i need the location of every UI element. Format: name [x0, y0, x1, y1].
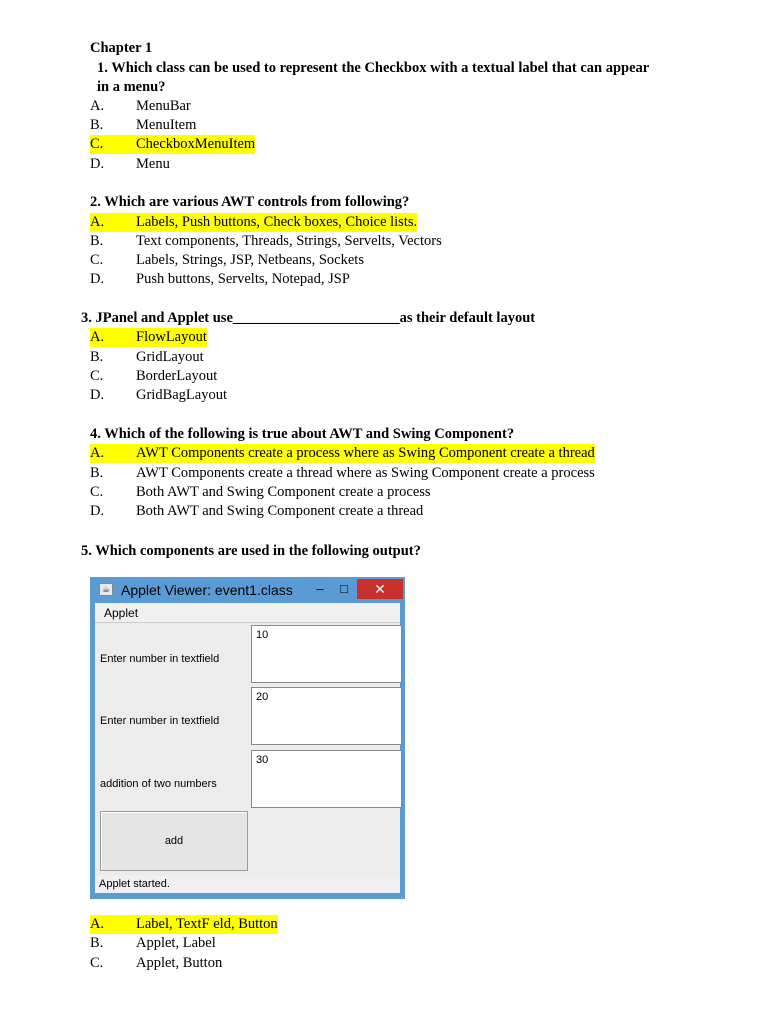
question-2: 2. Which are various AWT controls from following?	[90, 194, 410, 210]
label-enter-number-2: Enter number in textfield	[100, 715, 220, 727]
question-1-line2: in a menu?	[97, 79, 166, 95]
q1-option-b: B. MenuItem	[90, 117, 197, 133]
add-button[interactable]: add	[100, 811, 248, 871]
question-5: 5. Which components are used in the following output?	[81, 543, 421, 559]
q4-option-c: C. Both AWT and Swing Component create a process	[90, 484, 431, 500]
textfield-2[interactable]: 20	[251, 687, 402, 745]
q2-option-a-answer: A. Labels, Push buttons, Check boxes, Choice lists.	[90, 214, 418, 230]
q2-option-c: C. Labels, Strings, JSP, Netbeans, Sockets	[90, 252, 364, 268]
applet-window-icon: ☕	[99, 583, 113, 596]
label-enter-number-1: Enter number in textfield	[100, 653, 220, 665]
maximize-icon[interactable]: □	[340, 581, 348, 596]
q2-option-d: D. Push buttons, Servelts, Notepad, JSP	[90, 271, 350, 287]
q1-option-c-answer: C. CheckboxMenuItem	[90, 136, 256, 152]
textfield-3[interactable]: 30	[251, 750, 402, 808]
applet-menu[interactable]: Applet	[95, 603, 400, 623]
textfield-1[interactable]: 10	[251, 625, 402, 683]
q4-option-b: B. AWT Components create a thread where as Swing Component create a process	[90, 465, 595, 481]
window-title-bar	[90, 577, 405, 603]
q1-option-a: A. MenuBar	[90, 98, 191, 114]
close-icon[interactable]: ✕	[357, 579, 403, 599]
applet-content	[95, 623, 400, 875]
q3-option-c: C. BorderLayout	[90, 368, 218, 384]
q3-option-d: D. GridBagLayout	[90, 387, 228, 403]
q5-option-a-answer: A. Label, TextF eld, Button	[90, 916, 278, 932]
minimize-icon[interactable]: –	[316, 581, 324, 596]
q5-option-c: C. Applet, Button	[90, 955, 223, 971]
q5-option-b: B. Applet, Label	[90, 935, 216, 951]
q3-option-a-answer: A. FlowLayout	[90, 329, 207, 345]
applet-viewer-window	[90, 577, 405, 899]
chapter-heading: Chapter 1	[90, 40, 153, 56]
question-3: 3. JPanel and Applet use_______________________as their default layout	[81, 310, 536, 326]
q1-option-d: D. Menu	[90, 156, 170, 172]
q4-option-d: D. Both AWT and Swing Component create a thread	[90, 503, 424, 519]
applet-status-bar: Applet started.	[95, 875, 400, 893]
q2-option-b: B. Text components, Threads, Strings, Servelts, Vectors	[90, 233, 442, 249]
q3-option-b: B. GridLayout	[90, 349, 204, 365]
question-4: 4. Which of the following is true about AWT and Swing Component?	[90, 426, 515, 442]
label-addition: addition of two numbers	[100, 778, 217, 790]
window-title: Applet Viewer: event1.class	[121, 582, 293, 598]
q4-option-a-answer: A. AWT Components create a process where as Swing Component create a thread	[90, 445, 595, 461]
question-1-line1: 1. Which class can be used to represent the Checkbox with a textual label that can appear	[97, 60, 650, 76]
